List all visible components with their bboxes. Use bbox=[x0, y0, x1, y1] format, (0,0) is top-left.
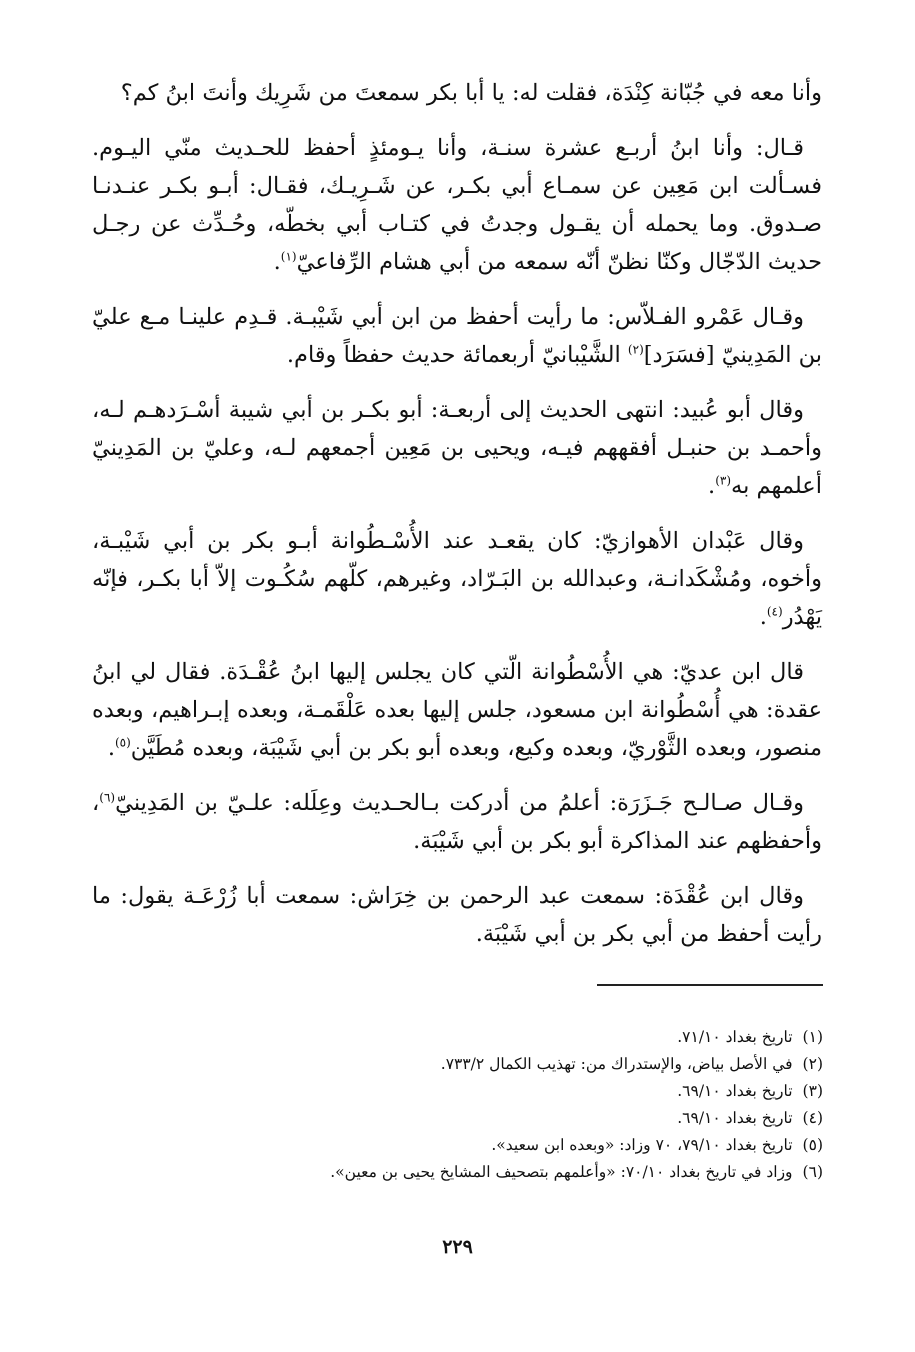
footnote-1 bbox=[93, 1024, 823, 1051]
footnote-text: تاريخ بغداد ٧٩/١٠، ٧٠ وزاد: «وبعده ابن سعيد». bbox=[491, 1136, 793, 1154]
footnote-number: (٤) bbox=[802, 1109, 823, 1127]
paragraph-7: وقـال صـالـح جَـزَرَة: أعلمُ من أدركت بـالحـديث وعِلَله: علـيّ بن المَدِينيّ$^{(٦)}$، وأحفظهم عند المذاكرة أبو بكر بن أبي شَيْبَة. bbox=[92, 790, 822, 854]
footnote-number: (١) bbox=[802, 1028, 823, 1046]
paragraph-6: قال ابن عديّ: هي الأُسْطُوانة الّتي كان يجلس إليها ابنُ عُقْـدَة. فقال لي ابنُ عقدة: هي أُسْطُوانة ابن مسعود، جلس إليها بعده عَلْقَمـة، وبعده إبـراهيم، وبعده منصور، وبعده الثَّوْريّ، وبعده وكيع، وبعده أبو بكر بن أبي شَيْبَة، وبعده مُطَيَّن$^{(٥)}$. bbox=[92, 659, 822, 761]
footnote-number: (٢) bbox=[802, 1055, 823, 1073]
main-text bbox=[92, 74, 822, 970]
footnote-text: تاريخ بغداد ٦٩/١٠. bbox=[677, 1082, 793, 1100]
footnote-ref-6: (٦) bbox=[99, 790, 116, 805]
footnote-ref-3: (٣) bbox=[715, 473, 732, 488]
footnote-6 bbox=[93, 1159, 823, 1186]
footnote-3 bbox=[93, 1078, 823, 1105]
footnote-text: تاريخ بغداد ٦٩/١٠. bbox=[677, 1109, 793, 1127]
paragraph-4: وقال أبو عُبيد: انتهى الحديث إلى أربعـة: أبو بكـر بن أبي شيبة أسْـرَدهـم لـه، وأحمـد بن حنبـل أفقههم فيـه، ويحيى بن مَعِين أجمعهم لـه، وعليّ بن المَدِينيّ أعلمهم به$^{(٣)}$. bbox=[92, 397, 822, 499]
paragraph-8: وقال ابن عُقْدَة: سمعت عبد الرحمن بن خِرَاش: سمعت أبا زُرْعَـة يقول: ما رأيت أحفظ من أبي بكر بن أبي شَيْبَة. bbox=[92, 883, 822, 947]
footnote-4 bbox=[93, 1105, 823, 1132]
footnotes bbox=[93, 1024, 823, 1186]
footnote-ref-5: (٥) bbox=[114, 735, 131, 750]
footnote-number: (٦) bbox=[802, 1163, 823, 1181]
footnote-text: في الأصل بياض، والإستدراك من: تهذيب الكمال ٧٣٣/٢. bbox=[440, 1055, 793, 1073]
paragraph-3: وقـال عَمْرو الفـلاّس: ما رأيت أحفظ من ابن أبي شَيْبـة. قـدِم علينـا مـع عليّ بن المَدِينيّ [فسَرَد]$^{(٢)}$ الشَّيْبانيّ أربعمائة حديث حفظاً وقام. bbox=[92, 304, 822, 368]
footnote-ref-1: (١) bbox=[280, 249, 297, 264]
page-number: ٢٢٩ bbox=[442, 1236, 473, 1258]
footnote-2 bbox=[93, 1051, 823, 1078]
footnote-text: وزاد في تاريخ بغداد ٧٠/١٠: «وأعلمهم بتصحيف المشايخ يحيى بن معين». bbox=[330, 1163, 793, 1181]
paragraph-2: قـال: وأنا ابنُ أربـع عشرة سنـة، وأنا يـومئذٍ أحفظ للحـديث منّي اليـوم. فسـألت ابن مَعِين عن سمـاع أبي بكـر، عن شَـرِيـك، فقـال: أبـو بكـر عنـدنـا صـدوق. وما يحمله أن يقـول وجدتُ في كتـاب أبي بخطّه، وحُـدِّث عن رجـل حديث الدّجّال وكنّا نظنّ أنّه سمعه من أبي هشام الرِّفاعيّ$^{(١)}$. bbox=[92, 135, 822, 275]
footnote-ref-2: (٢) bbox=[627, 342, 644, 357]
footnote-number: (٥) bbox=[802, 1136, 823, 1154]
paragraph-1: وأنا معه في جُبّانة كِنْدَة، فقلت له: يا أبا بكر سمعتَ من شَرِيك وأنتَ ابنُ كم؟ bbox=[120, 80, 822, 106]
footnote-text: تاريخ بغداد ٧١/١٠. bbox=[677, 1028, 793, 1046]
paragraph-5: وقال عَبْدان الأهوازيّ: كان يقعـد عند الأُسْـطُوانة أبـو بكر بن أبي شَيْبـة، وأخوه، ومُشْكَدانـة، وعبدالله بن البَـرّاد، وغيرهم، كلّهم سُكُـوت إلاّ أبا بكـر، فإنّه يَهْدُر$^{(٤)}$. bbox=[92, 528, 822, 630]
footnote-5 bbox=[93, 1132, 823, 1159]
footnote-divider bbox=[597, 984, 823, 986]
footnote-ref-4: (٤) bbox=[766, 604, 783, 619]
footnote-number: (٣) bbox=[802, 1082, 823, 1100]
